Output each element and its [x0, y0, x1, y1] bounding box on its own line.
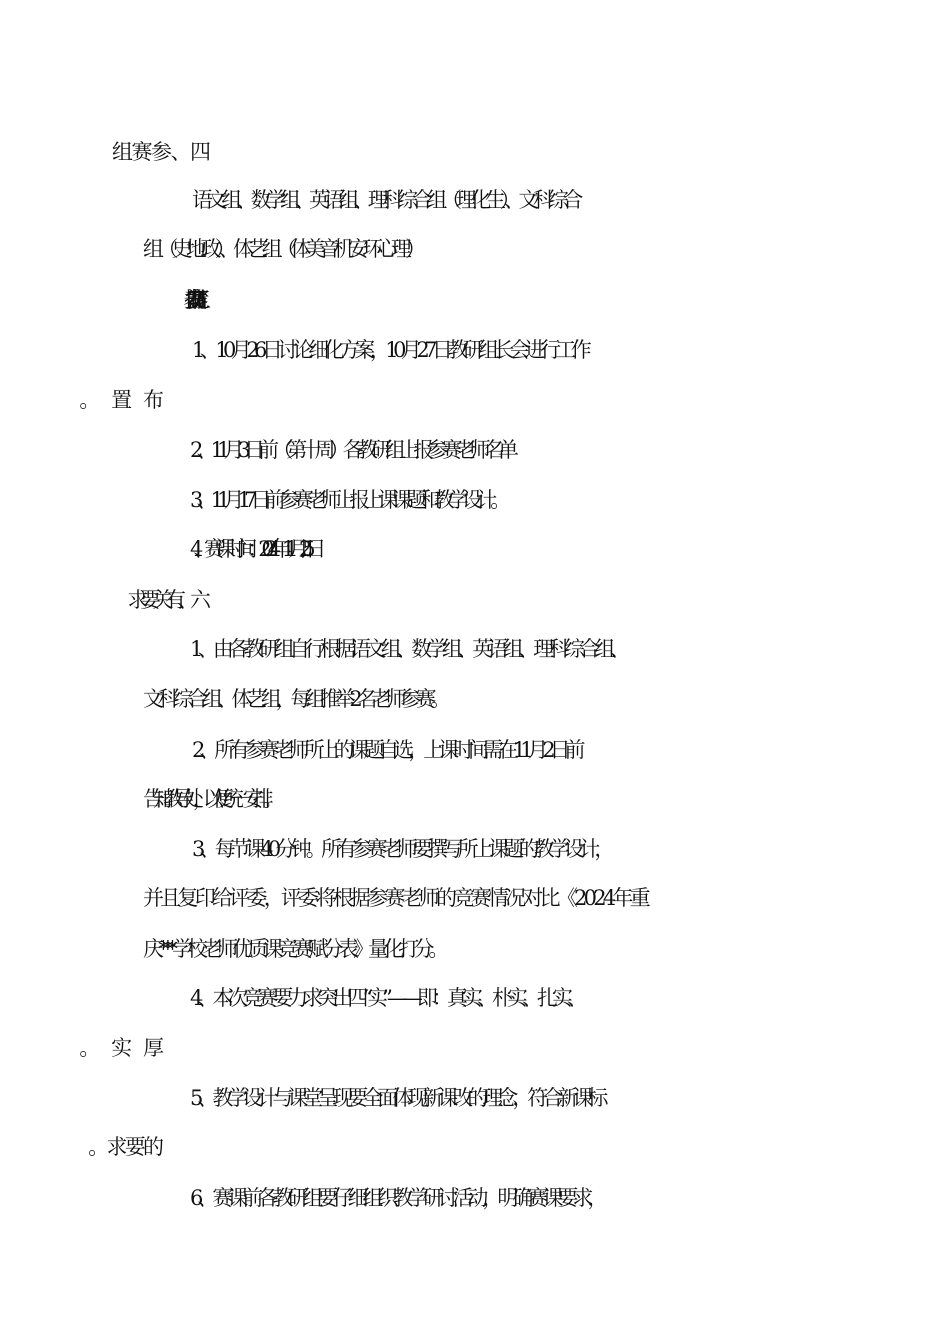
paragraph-line: 告知教导处，以便统一安排。 [143, 787, 273, 811]
paragraph-line [143, 383, 950, 417]
paragraph-line: 6、赛课前各教研组要仔细组织教学研讨活动，明确赛课要求， [190, 1186, 603, 1210]
paragraph-line: 5、教学设计与课堂呈现要全面体现新课改的理念，符合新课标 [190, 1086, 603, 1110]
paragraph-line: 1、10月26日讨论细化方案，10月27日教研组长会进行工作 [192, 338, 587, 362]
paragraph-line: 文科综合组、体艺组，每组推举2名老师参赛。 [143, 687, 445, 711]
heading-requirements [190, 583, 950, 617]
heading-schedule [190, 283, 950, 317]
paragraph-line [143, 1130, 950, 1164]
paragraph-line: 3、每节课40分钟。所有参赛老师要撰写所上课题的教学设计， [192, 837, 610, 861]
paragraph-line: 庆***学校老师优质课竞赛赋分表》量化打分。 [143, 937, 444, 961]
paragraph-line: 3、11月17日前参赛老师上报上课课题和教学设计。 [190, 488, 505, 512]
paragraph-line: 2、所有参赛老师所上的课题自选，上课时间需在11月2日前 [192, 738, 580, 762]
paragraph-line: 语文组、数学组、英语组、理科综合组（理化生）、文科综合 [192, 188, 577, 212]
paragraph-line: 2、11月3日前（第十周）各教研组上报参赛老师名单 [190, 438, 512, 462]
heading-participating-groups [190, 135, 950, 169]
paragraph-line: 组（史地政）、体艺组（体美音机安环心理） [143, 237, 420, 261]
paragraph-line: 1、由各教研组自行根据语文组、数学组、英语组、理科综合组、 [190, 637, 625, 661]
paragraph-line: 并且复印给评委，评委将根据参赛老师的竞赛情况对比《2024年重 [143, 886, 647, 910]
paragraph-line: 4、赛课时间：2024年11月25日 [190, 537, 317, 561]
paragraph-line [143, 1031, 950, 1065]
paragraph-line: 4、本次竞赛要力求突出四“实”——即：真实、朴实、扎实、 [190, 986, 582, 1010]
